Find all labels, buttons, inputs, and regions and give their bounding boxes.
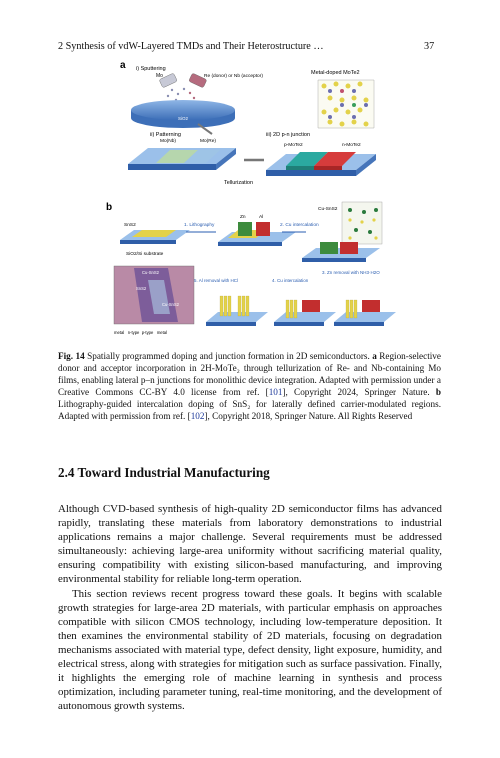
dopant-label: Re (donor) or Nb (acceptor) bbox=[204, 74, 263, 79]
step5-label: 5. Al removal with HCl bbox=[194, 278, 239, 283]
caption-panel-b: b bbox=[435, 387, 441, 398]
figure-caption bbox=[58, 350, 441, 423]
figure-14 bbox=[106, 60, 396, 345]
panel-b-label: b bbox=[106, 202, 113, 213]
paragraph: Although CVD-based synthesis of high-quality 2D semiconductor films has advanced rapidly, translating these materials from laboratory demonstrations to industrial applications remains a major challenge. Several requirements must be addressed simultaneously: achieving large-area uniformity without sacrificing material quality, ensuring compatibility with existing silicon-based manufacturing, and improving environmental stability for reliable long-term operation. bbox=[58, 503, 442, 586]
step4-device bbox=[274, 300, 336, 326]
al-label: Al bbox=[259, 215, 264, 220]
sio2-label: SiO2 bbox=[178, 116, 189, 121]
crystal-title: Metal-doped MoTe2 bbox=[311, 70, 360, 76]
p-mote2-label: p-MoTe2 bbox=[284, 143, 303, 148]
mo-re-label: Mo(Re) bbox=[200, 139, 216, 144]
body-text bbox=[58, 502, 442, 713]
tellurization-label: Tellurization bbox=[224, 180, 254, 186]
cu-intercalated-device bbox=[302, 242, 380, 262]
caption-panel-a: a bbox=[372, 351, 377, 361]
caption-text: Spatially programmed doping and junction formation in 2D semiconductors. bbox=[84, 351, 373, 361]
sputtering-label: i) Sputtering bbox=[136, 66, 166, 72]
caption-text: Region-selective donor and acceptor incorporation in 2H-MoTe₂ through tellurization of Re- and Nb-containing Mo films, enabling lateral p–n junctions for monolithic device integration. Adapted with permission under a Creative Commons CC-BY 4.0 license from ref. [ bbox=[58, 351, 441, 398]
patterning-label: ii) Patterning bbox=[150, 132, 181, 138]
step2-label: 2. Cu intercalation bbox=[280, 223, 319, 228]
crystal-structure bbox=[318, 80, 374, 128]
step3-device bbox=[334, 300, 396, 326]
mo-nb-label: Mo(Nb) bbox=[160, 139, 176, 144]
step5-device bbox=[206, 296, 268, 326]
panel-a-label: a bbox=[120, 60, 126, 71]
section-heading: 2.4 Toward Industrial Manufacturing bbox=[58, 465, 270, 480]
cu-sns2-crystal bbox=[342, 202, 382, 244]
substrate-label: SiO2/Si substrate bbox=[126, 252, 164, 257]
sio2-wafer bbox=[131, 100, 235, 128]
step4-label: 4. Cu intercalation bbox=[272, 278, 309, 283]
sns2-label: SnS2 bbox=[124, 223, 136, 228]
device-micrograph bbox=[114, 266, 194, 335]
mo-target bbox=[156, 73, 177, 88]
metal-pattern-device bbox=[218, 214, 296, 246]
citation-link[interactable]: 101 bbox=[268, 387, 283, 398]
micro-right-label: Cu-SnS2 bbox=[162, 302, 179, 307]
mo-target-label: Mo bbox=[156, 73, 163, 79]
zn-label: Zn bbox=[240, 215, 246, 220]
caption-text: ], Copyright 2024, Springer Nature. bbox=[282, 387, 436, 398]
patterned-film bbox=[128, 138, 236, 170]
micro-bottom-label: metal n-type p-type metal bbox=[114, 330, 168, 335]
paragraph: This section reviews recent progress toward these goals. It begins with scalable growth strategies for large-area 2D materials, with particular emphasis on approaches compatible with silicon CMOS technology, including low-temperature deposition. It then examines the environmental stability of 2D materials, focusing on degradation mechanisms associated with material type, defect density, light exposure, humidity, and electrical stress, along with strategies for mitigation such as surface passivation. Finally, it highlights the emerging role of machine learning in synthesis and process optimization, including parameter tuning, real-time monitoring, and the development of autonomous growth systems. bbox=[58, 587, 442, 713]
caption-text: Lithography-guided intercalation doping of SnS₂ for laterally defined carrier-modulated regions. Adapted with permission from ref. [ bbox=[58, 399, 441, 422]
caption-text: ], Copyright 2018, Springer Nature. All Rights Reserved bbox=[204, 411, 413, 422]
micro-top-label: Cu-SnS2 bbox=[142, 270, 159, 275]
caption-fig-label: Fig. 14 bbox=[58, 351, 85, 361]
sns2-on-substrate bbox=[120, 222, 190, 257]
running-header: 2 Synthesis of vdW-Layered TMDs and Their Heterostructure … bbox=[58, 41, 324, 52]
step1-label: 1. Lithography bbox=[184, 223, 215, 228]
step3-label: 3. Zn removal with NH3·H2O bbox=[322, 270, 380, 275]
dopant-target bbox=[189, 73, 264, 88]
n-mote2-label: n-MoTe2 bbox=[342, 143, 361, 148]
pn-junction-device bbox=[266, 142, 376, 176]
page-number: 37 bbox=[424, 41, 435, 52]
micro-mid-label: SnS2 bbox=[136, 286, 147, 291]
cu-sns2-top-label: Cu-SnS2 bbox=[318, 207, 338, 212]
citation-link[interactable]: 102 bbox=[190, 411, 205, 422]
junction-label: iii) 2D p-n junction bbox=[266, 132, 311, 138]
